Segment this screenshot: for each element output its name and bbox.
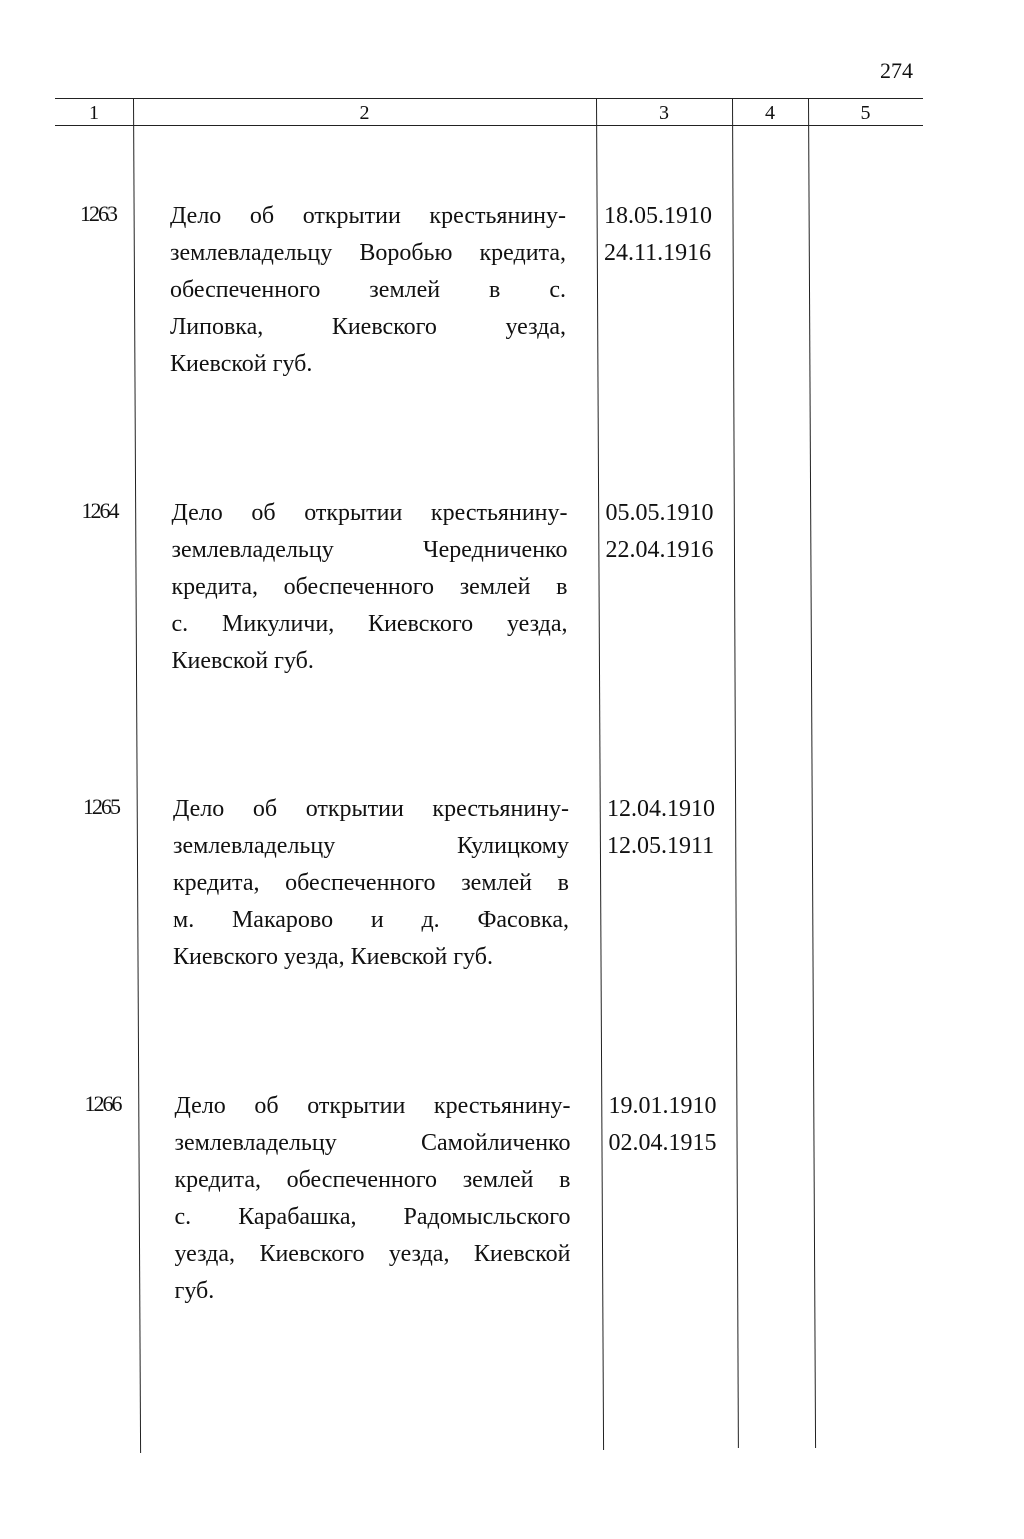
description-line: кредита, обеспеченного землей в bbox=[174, 1167, 571, 1193]
entry-dates bbox=[604, 198, 712, 272]
column-header-4: 4 bbox=[765, 102, 775, 124]
description-line: Киевской губ. bbox=[170, 351, 313, 377]
column-header-5: 5 bbox=[860, 102, 871, 124]
description-line: кредита, обеспеченного землей в bbox=[173, 870, 569, 896]
description-line: Дело об открытии крестьянину- bbox=[174, 1093, 571, 1119]
description-line: губ. bbox=[174, 1278, 215, 1304]
description-line: кредита, обеспеченного землей в bbox=[171, 574, 568, 600]
column-divider bbox=[808, 98, 816, 1448]
description-line: м. Макарово и д. Фасовка, bbox=[173, 907, 569, 933]
description-line: Дело об открытии крестьянину- bbox=[171, 500, 568, 526]
entry-number: 1264 bbox=[81, 498, 118, 523]
entry-description bbox=[172, 495, 568, 680]
entry-number: 1266 bbox=[84, 1091, 121, 1116]
description-line: уезда, Киевского уезда, Киевской bbox=[174, 1241, 571, 1267]
column-divider bbox=[732, 98, 739, 1448]
description-line: Киевской губ. bbox=[171, 648, 314, 674]
date-end: 22.04.1916 bbox=[605, 537, 714, 563]
table-top-rule bbox=[55, 98, 923, 99]
entry-number: 1263 bbox=[80, 201, 116, 226]
entry-dates bbox=[609, 1088, 717, 1162]
entry-description bbox=[170, 198, 566, 383]
column-header-1: 1 bbox=[89, 102, 99, 124]
column-divider bbox=[133, 98, 141, 1453]
description-line: Дело об открытии крестьянину- bbox=[170, 203, 566, 229]
description-line: землевладельцу Кулицкому bbox=[173, 833, 569, 859]
description-line: землевладельцу Самойличенко bbox=[174, 1130, 571, 1156]
column-divider bbox=[596, 98, 604, 1450]
description-line: обеспеченного землей в с. bbox=[170, 277, 566, 303]
entry-dates bbox=[606, 495, 714, 569]
date-start: 12.04.1910 bbox=[607, 796, 715, 822]
date-start: 19.01.1910 bbox=[608, 1093, 717, 1119]
description-line: с. Микуличи, Киевского уезда, bbox=[171, 611, 568, 637]
description-line: Липовка, Киевского уезда, bbox=[170, 314, 566, 340]
description-line: Дело об открытии крестьянину- bbox=[173, 796, 569, 822]
date-end: 24.11.1916 bbox=[604, 240, 712, 266]
entry-dates bbox=[607, 791, 715, 865]
header-bottom-rule bbox=[55, 125, 923, 126]
entry-number: 1265 bbox=[83, 794, 119, 819]
date-start: 18.05.1910 bbox=[604, 203, 712, 229]
entry-description bbox=[175, 1088, 571, 1310]
date-end: 12.05.1911 bbox=[607, 833, 715, 859]
column-header-2: 2 bbox=[359, 102, 370, 124]
entry-description bbox=[173, 791, 569, 976]
description-line: Киевского уезда, Киевской губ. bbox=[173, 944, 493, 970]
column-header-3: 3 bbox=[659, 102, 669, 124]
date-start: 05.05.1910 bbox=[605, 500, 714, 526]
page-number: 274 bbox=[880, 58, 913, 83]
description-line: с. Карабашка, Радомысльского bbox=[174, 1204, 571, 1230]
date-end: 02.04.1915 bbox=[608, 1130, 717, 1156]
description-line: землевладельцу Воробью кредита, bbox=[170, 240, 566, 266]
description-line: землевладельцу Чередниченко bbox=[171, 537, 568, 563]
